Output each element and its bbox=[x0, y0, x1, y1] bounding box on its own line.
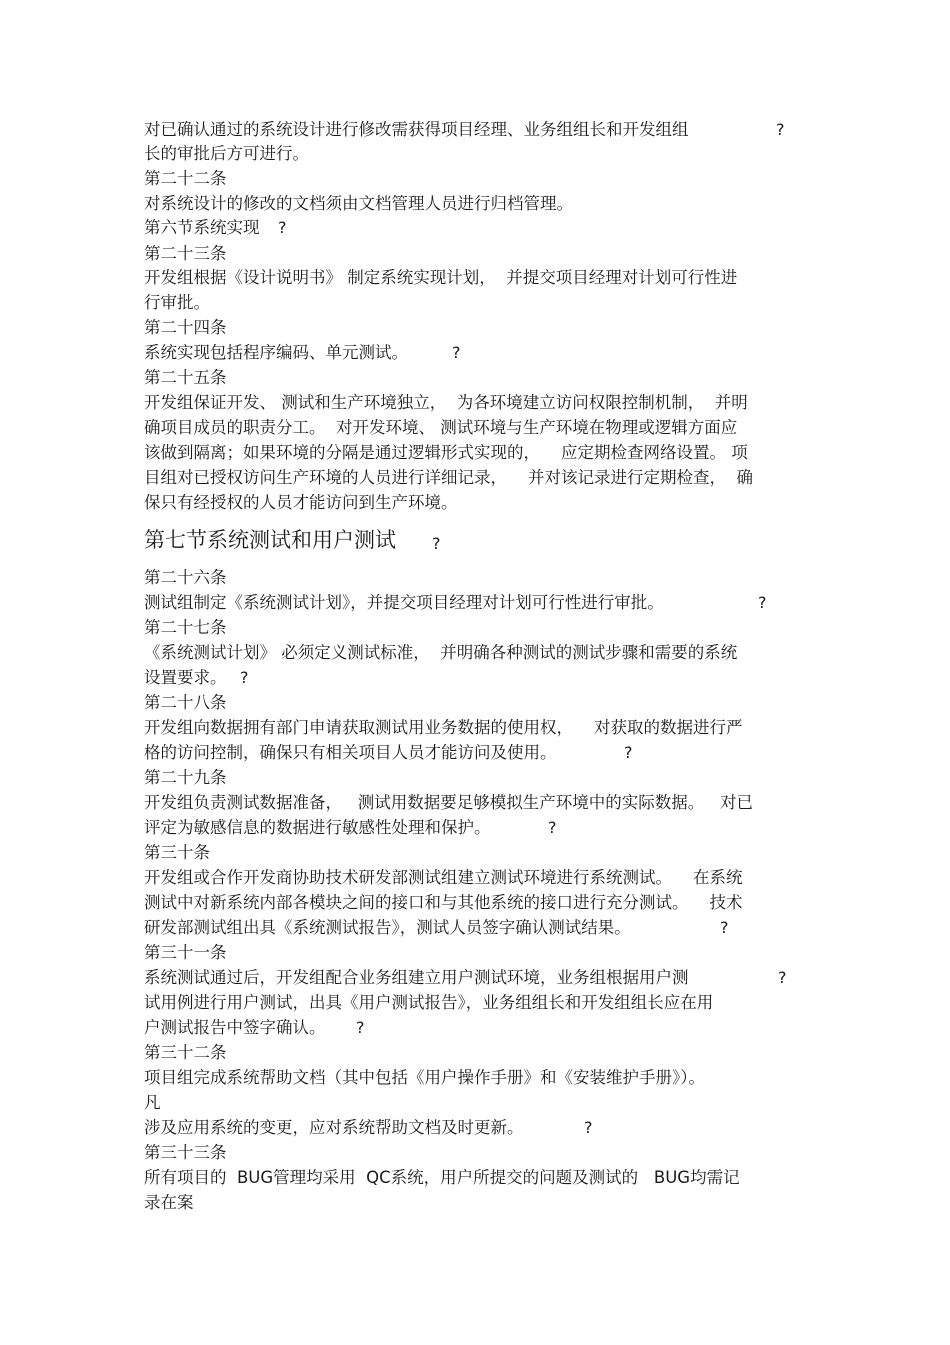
text-line: 测试组制定《系统测试计划》，并提交项目经理对计划可行性进行审批。 bbox=[144, 593, 664, 612]
question-mark: ? bbox=[432, 534, 441, 553]
text-line: 开发组负责测试数据准备， 测试用数据要足够模拟生产环境中的实际数据。 对已 bbox=[144, 793, 753, 812]
article-heading: 第三十二条 bbox=[144, 1043, 227, 1062]
text-line: 系统实现包括程序编码、单元测试。 bbox=[144, 343, 408, 362]
question-mark: ? bbox=[356, 1018, 365, 1037]
text-line: 试用例进行用户测试，出具《用户测试报告》，业务组组长和开发组组长应在用 bbox=[144, 993, 714, 1012]
text-line: 开发组保证开发、 测试和生产环境独立， 为各环境建立访问权限控制机制， 并明 bbox=[144, 393, 748, 412]
text-line: 开发组或合作开发商协助技术研发部测试组建立测试环境进行系统测试。 在系统 bbox=[144, 868, 743, 887]
article-heading: 第二十三条 bbox=[144, 244, 227, 263]
article-heading: 第二十八条 bbox=[144, 693, 227, 712]
text-line: 开发组根据《设计说明书》 制定系统实现计划， 并提交项目经理对计划可行性进 bbox=[144, 268, 738, 287]
section-heading-small: 第六节系统实现 bbox=[144, 218, 260, 237]
text-line: 目组对已授权访问生产环境的人员进行详细记录， 并对该记录进行定期检查， 确 bbox=[144, 468, 753, 487]
text-line: 行审批。 bbox=[144, 293, 210, 312]
question-mark: ? bbox=[624, 743, 633, 762]
article-heading: 第三十三条 bbox=[144, 1143, 227, 1162]
text-line: 涉及应用系统的变更，应对系统帮助文档及时更新。 bbox=[144, 1118, 524, 1137]
article-heading: 第二十五条 bbox=[144, 368, 227, 387]
text-line: 保只有经授权的人员才能访问到生产环境。 bbox=[144, 493, 458, 512]
text-line: 录在案 bbox=[144, 1193, 194, 1212]
text-line: 测试中对新系统内部各模块之间的接口和与其他系统的接口进行充分测试。 技术 bbox=[144, 893, 743, 912]
text-line: 户测试报告中签字确认。 bbox=[144, 1018, 326, 1037]
text-line: 开发组向数据拥有部门申请获取测试用业务数据的使用权， 对获取的数据进行严 bbox=[144, 718, 743, 737]
article-heading: 第二十二条 bbox=[144, 169, 227, 188]
article-heading: 第二十四条 bbox=[144, 318, 227, 337]
question-mark: ? bbox=[720, 918, 729, 937]
text-line: 研发部测试组出具《系统测试报告》，测试人员签字确认测试结果。 bbox=[144, 918, 631, 937]
text-line: 凡 bbox=[144, 1093, 161, 1112]
question-mark: ? bbox=[776, 120, 785, 139]
question-mark: ? bbox=[548, 818, 557, 837]
text-line: 对已确认通过的系统设计进行修改需获得项目经理、业务组组长和开发组组 bbox=[144, 120, 689, 139]
text-line: 系统测试通过后，开发组配合业务组建立用户测试环境，业务组根据用户测 bbox=[144, 968, 689, 987]
question-mark: ? bbox=[278, 218, 287, 237]
question-mark: ? bbox=[452, 343, 461, 362]
text-line: 该做到隔离；如果环境的分隔是通过逻辑形式实现的， 应定期检查网络设置。 项 bbox=[144, 443, 748, 462]
text-line: 评定为敏感信息的数据进行敏感性处理和保护。 bbox=[144, 818, 491, 837]
text-line: 所有项目的 BUG管理均采用 QC系统，用户所提交的问题及测试的 BUG均需记 bbox=[144, 1168, 740, 1187]
question-mark: ? bbox=[584, 1118, 593, 1137]
article-heading: 第三十条 bbox=[144, 843, 210, 862]
text-line: 格的访问控制，确保只有相关项目人员才能访问及使用。 bbox=[144, 743, 557, 762]
article-heading: 第三十一条 bbox=[144, 943, 227, 962]
text-line: 设置要求。 bbox=[144, 668, 227, 687]
article-heading: 第二十六条 bbox=[144, 568, 227, 587]
text-line: 确项目成员的职责分工。 对开发环境、 测试环境与生产环境在物理或逻辑方面应 bbox=[144, 418, 738, 437]
article-heading: 第二十九条 bbox=[144, 768, 227, 787]
section-heading: 第七节系统测试和用户测试 bbox=[144, 528, 396, 552]
question-mark: ? bbox=[240, 668, 249, 687]
text-line: 项目组完成系统帮助文档（其中包括《用户操作手册》和《安装维护手册》）。 bbox=[144, 1068, 705, 1087]
text-line: 对系统设计的修改的文档须由文档管理人员进行归档管理。 bbox=[144, 194, 573, 213]
text-line: 长的审批后方可进行。 bbox=[144, 144, 309, 163]
question-mark: ? bbox=[778, 968, 787, 987]
question-mark: ? bbox=[758, 593, 767, 612]
article-heading: 第二十七条 bbox=[144, 618, 227, 637]
text-line: 《系统测试计划》 必须定义测试标准， 并明确各种测试的测试步骤和需要的系统 bbox=[144, 643, 738, 662]
